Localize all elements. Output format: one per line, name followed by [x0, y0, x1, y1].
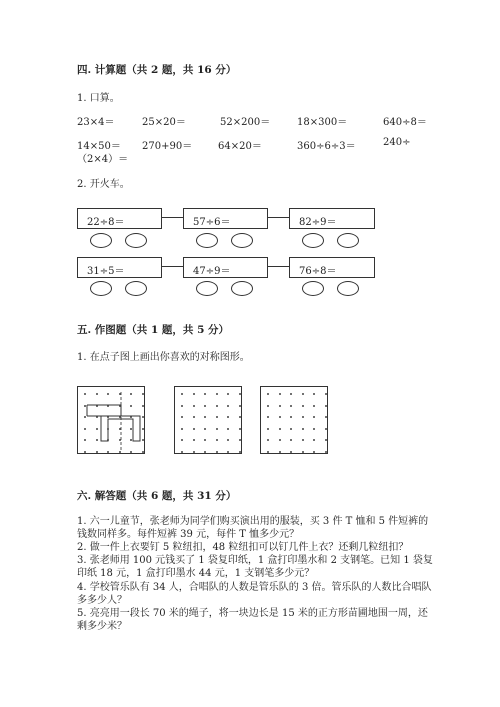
grid-dot	[302, 428, 304, 430]
grid-dot	[193, 451, 195, 453]
grid-dot	[84, 451, 86, 453]
grid-dot	[119, 393, 121, 395]
problem-line: 2. 做一件上衣要钉 5 粒纽扣，48 粒纽扣可以钉几件上衣？还剩几粒纽扣？	[77, 542, 409, 553]
grid-dot	[290, 405, 292, 407]
calc-item: 52×200＝	[220, 117, 271, 128]
grid-dot	[313, 428, 315, 430]
grid-dot	[302, 405, 304, 407]
grid-dot	[325, 428, 327, 430]
calc-item: 64×20＝	[218, 141, 262, 152]
calc-item: 23×4＝	[77, 117, 115, 128]
calc-item-wrap: （2×4）＝	[77, 154, 129, 165]
grid-dot	[107, 416, 109, 418]
grid-dot	[119, 439, 121, 441]
train-wheel	[90, 281, 112, 296]
grid-dot	[216, 451, 218, 453]
section6-title: 六. 解答题（共 6 题，共 31 分）	[77, 490, 237, 502]
grid-dot	[142, 405, 144, 407]
train-expression: 47÷9＝	[193, 266, 231, 277]
grid-dot	[302, 439, 304, 441]
grid-dot	[130, 451, 132, 453]
problem-line: 5. 亮亮用一段长 70 米的绳子，将一块边长是 15 米的正方形苗圃地围一周，还	[77, 608, 428, 619]
grid-dot	[142, 451, 144, 453]
problem-line: 3. 张老师用 100 元钱买了 1 袋复印纸，1 盒打印墨水和 2 支钢笔。已知 1 袋复	[77, 555, 433, 566]
train-connector	[268, 266, 289, 267]
train-connector	[268, 217, 289, 218]
train-wheel	[337, 233, 359, 248]
grid-dot	[96, 451, 98, 453]
grid-dot	[96, 405, 98, 407]
grid-dot	[227, 451, 229, 453]
grid-dot	[107, 405, 109, 407]
grid-dot	[325, 393, 327, 395]
section5-title: 五. 作图题（共 1 题，共 5 分）	[77, 324, 230, 336]
grid-dot	[96, 428, 98, 430]
grid-dot	[181, 405, 183, 407]
grid-dot	[119, 416, 121, 418]
grid-dot	[290, 393, 292, 395]
grid-dot	[107, 393, 109, 395]
train-wheel	[196, 233, 218, 248]
calc-item: 14×50＝	[77, 141, 121, 152]
dot-grid-drawn	[77, 386, 145, 454]
grid-dot	[193, 416, 195, 418]
grid-dot	[130, 393, 132, 395]
grid-dot	[130, 439, 132, 441]
grid-dot	[84, 439, 86, 441]
grid-dot	[267, 393, 269, 395]
train-wheel	[196, 281, 218, 296]
grid-dot	[325, 451, 327, 453]
grid-dot	[119, 405, 121, 407]
grid-dot	[227, 393, 229, 395]
grid-dot	[96, 416, 98, 418]
grid-dot	[181, 439, 183, 441]
grid-dot	[239, 451, 241, 453]
grid-dot	[313, 393, 315, 395]
grid-dot	[267, 405, 269, 407]
calc-item: 270+90＝	[142, 141, 193, 152]
train-expression: 57÷6＝	[193, 217, 231, 228]
grid-dot	[313, 451, 315, 453]
train-wheel	[125, 233, 147, 248]
grid-dot	[204, 416, 206, 418]
section5-question: 1. 在点子图上画出你喜欢的对称图形。	[77, 352, 250, 363]
calc-item: 640÷8＝	[383, 117, 427, 128]
grid-dot	[313, 405, 315, 407]
grid-dot	[279, 393, 281, 395]
train-car	[183, 208, 268, 229]
train-wheel	[231, 233, 253, 248]
grid-dot	[239, 393, 241, 395]
grid-dot	[216, 393, 218, 395]
grid-dot	[302, 451, 304, 453]
dot-grid-blank	[174, 386, 242, 454]
train-car	[77, 208, 162, 229]
grid-dot	[216, 428, 218, 430]
grid-dot	[279, 439, 281, 441]
grid-dot	[290, 451, 292, 453]
grid-dot	[279, 451, 281, 453]
grid-dot	[84, 393, 86, 395]
grid-dot	[130, 428, 132, 430]
grid-dot	[227, 405, 229, 407]
grid-dot	[204, 393, 206, 395]
problem-line: 1. 六一儿童节，张老师为同学们购买演出用的服装，买 3 件 T 恤和 5 件短裤的	[77, 516, 429, 527]
grid-dot	[227, 428, 229, 430]
grid-dot	[290, 416, 292, 418]
q1-label: 1. 口算。	[77, 93, 120, 104]
grid-dot	[142, 416, 144, 418]
calc-item: 18×300＝	[297, 117, 348, 128]
grid-dot	[239, 428, 241, 430]
train-expression: 76÷8＝	[299, 266, 337, 277]
grid-dot	[267, 451, 269, 453]
grid-dot	[313, 439, 315, 441]
grid-dot	[107, 439, 109, 441]
problem-line: 剩多少米？	[77, 621, 127, 632]
grid-dot	[216, 405, 218, 407]
grid-dot	[216, 416, 218, 418]
grid-dot	[181, 416, 183, 418]
grid-dot	[204, 439, 206, 441]
train-car	[183, 257, 268, 278]
grid-dot	[267, 428, 269, 430]
symmetric-figure	[77, 386, 145, 454]
grid-dot	[84, 405, 86, 407]
problem-line: 钱数同样多。每件短裤 39 元，每件 T 恤多少元？	[77, 529, 300, 540]
grid-dot	[130, 405, 132, 407]
grid-dot	[142, 439, 144, 441]
grid-dot	[119, 428, 121, 430]
grid-dot	[142, 393, 144, 395]
train-connector	[162, 217, 183, 218]
train-expression: 22÷8＝	[87, 217, 125, 228]
grid-dot	[84, 428, 86, 430]
grid-dot	[142, 428, 144, 430]
train-car	[289, 208, 375, 229]
grid-dot	[267, 416, 269, 418]
grid-dot	[193, 405, 195, 407]
grid-dot	[239, 439, 241, 441]
grid-dot	[279, 416, 281, 418]
grid-dot	[290, 439, 292, 441]
problem-line: 多多少人？	[77, 595, 127, 606]
grid-dot	[227, 416, 229, 418]
grid-dot	[193, 393, 195, 395]
grid-dot	[84, 416, 86, 418]
grid-dot	[325, 416, 327, 418]
grid-dot	[107, 428, 109, 430]
calc-item: 25×20＝	[142, 117, 186, 128]
section4-title: 四. 计算题（共 2 题，共 16 分）	[77, 64, 237, 76]
grid-dot	[325, 439, 327, 441]
q2-label: 2. 开火车。	[77, 179, 130, 190]
grid-dot	[96, 439, 98, 441]
grid-dot	[279, 428, 281, 430]
grid-dot	[239, 416, 241, 418]
train-car	[289, 257, 375, 278]
train-wheel	[231, 281, 253, 296]
grid-dot	[290, 428, 292, 430]
calc-item: 240÷	[383, 137, 411, 148]
grid-dot	[227, 439, 229, 441]
calc-item: 360÷6÷3＝	[297, 141, 356, 152]
grid-dot	[302, 393, 304, 395]
grid-dot	[119, 451, 121, 453]
train-car	[77, 257, 162, 278]
grid-dot	[130, 416, 132, 418]
grid-dot	[96, 393, 98, 395]
train-wheel	[302, 281, 324, 296]
grid-dot	[204, 428, 206, 430]
dot-grid-blank	[260, 386, 328, 454]
grid-dot	[267, 439, 269, 441]
train-wheel	[302, 233, 324, 248]
train-connector	[162, 266, 183, 267]
problem-line: 印纸 18 元，1 盒打印墨水 44 元，1 支钢笔多少元？	[77, 568, 315, 579]
grid-dot	[181, 393, 183, 395]
grid-dot	[193, 439, 195, 441]
grid-dot	[181, 451, 183, 453]
grid-dot	[279, 405, 281, 407]
grid-dot	[302, 416, 304, 418]
grid-dot	[181, 428, 183, 430]
train-wheel	[337, 281, 359, 296]
train-expression: 82÷9＝	[299, 217, 337, 228]
problem-line: 4. 学校管乐队有 34 人，合唱队的人数是管乐队的 3 倍。管乐队的人数比合唱队	[77, 582, 432, 593]
grid-dot	[204, 451, 206, 453]
grid-dot	[216, 439, 218, 441]
train-wheel	[125, 281, 147, 296]
grid-dot	[325, 405, 327, 407]
grid-dot	[107, 451, 109, 453]
grid-dot	[193, 428, 195, 430]
grid-dot	[313, 416, 315, 418]
train-wheel	[90, 233, 112, 248]
grid-dot	[239, 405, 241, 407]
grid-dot	[204, 405, 206, 407]
train-expression: 31÷5＝	[87, 266, 125, 277]
